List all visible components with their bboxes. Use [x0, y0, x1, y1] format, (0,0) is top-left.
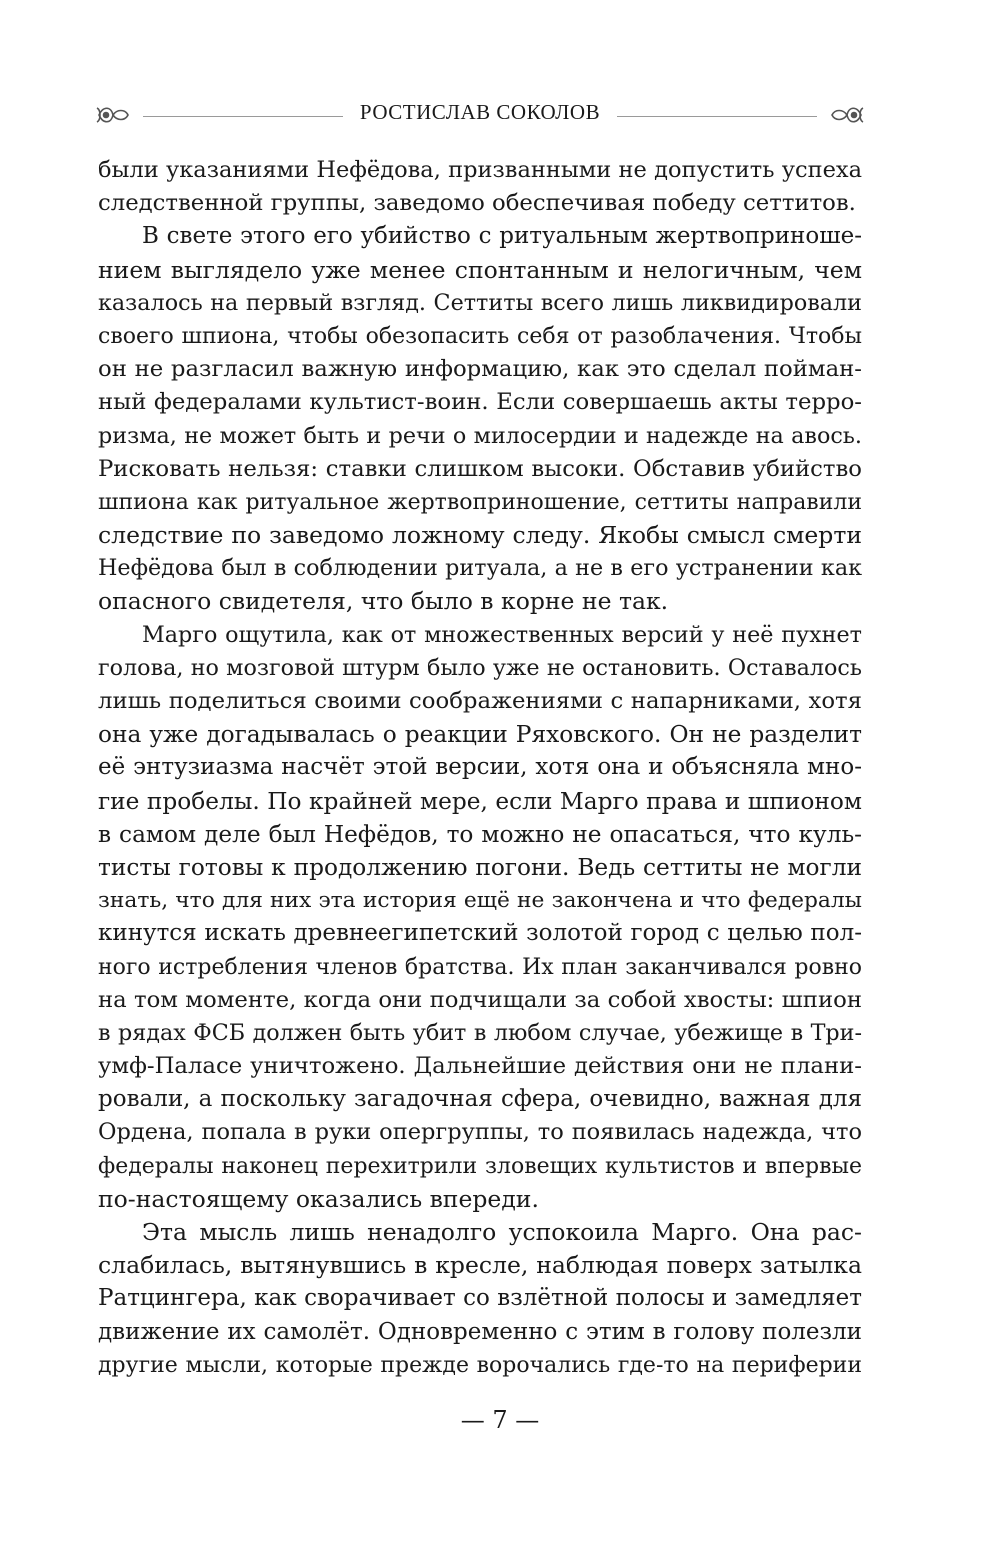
- header-rule-right: [617, 116, 817, 117]
- text-line: следственной группы, заведомо обеспечивая победу сеттитов.: [98, 190, 856, 217]
- page-number: — 7 —: [460, 1406, 540, 1434]
- text-line: были указаниями Нефёдова, призванными не допустить успеха: [98, 157, 862, 183]
- body-text: [98, 154, 862, 1382]
- text-line: следствие по заведомо ложному следу. Якобы смысл смерти: [98, 521, 862, 550]
- text-line: своего шпиона, чтобы обезопасить себя от разоблачения. Чтобы: [98, 323, 862, 349]
- text-line: Ордена, попала в руки опергруппы, то появилась надежда, что: [98, 1119, 862, 1146]
- book-author-title: РОСТИСЛАВ СОКОЛОВ: [359, 100, 601, 124]
- text-line: ризма, не может быть и речи о милосердии и надежде на авось.: [98, 422, 862, 449]
- text-line: Ратцингера, как сворачивает со взлётной полосы и замедляет: [98, 1285, 862, 1312]
- text-line: движение их самолёт. Одновременно с этим в голову полезли: [98, 1318, 862, 1345]
- text-line: слабилась, вытянувшись в кресле, наблюдая поверх затылка: [98, 1251, 862, 1280]
- text-line: на том моменте, когда они подчищали за собой хвосты: шпион: [98, 986, 862, 1013]
- text-line: знать, что для них эта история ещё не закончена и что федералы: [98, 888, 862, 914]
- text-line: ного истребления членов братства. Их план заканчивался ровно: [98, 954, 862, 980]
- text-line: казалось на первый взгляд. Сеттиты всего лишь ликвидировали: [98, 289, 862, 316]
- text-line: опасного свидетеля, что было в корне не так.: [98, 587, 669, 616]
- text-line: нием выглядело уже менее спонтанным и нелогичным, чем: [98, 255, 862, 284]
- text-line: В свете этого его убийство с ритуальным жертвоприноше-: [142, 223, 862, 250]
- text-line: умф-Паласе уничтожено. Дальнейшие действия они не плани-: [98, 1053, 862, 1080]
- text-line: гие пробелы. По крайней мере, если Марго права и шпионом: [98, 787, 862, 815]
- running-header: [95, 96, 865, 136]
- text-line: тисты готовы к продолжению погони. Ведь сеттиты не могли: [98, 853, 862, 881]
- text-line: в рядах ФСБ должен быть убит в любом случае, убежище в Три-: [98, 1019, 862, 1046]
- text-line: её энтузиазма насчёт этой версии, хотя она и объясняла мно-: [98, 754, 862, 781]
- text-line: в самом деле был Нефёдов, то можно не опасаться, что куль-: [98, 820, 862, 848]
- text-line: голова, но мозговой штурм было уже не остановить. Оставалось: [98, 654, 862, 681]
- text-line: федералы наконец перехитрили зловещих культистов и впервые: [98, 1153, 862, 1179]
- text-line: шпиона как ритуальное жертвоприношение, сеттиты направили: [98, 489, 862, 515]
- text-line: ровали, а поскольку загадочная сфера, очевидно, важная для: [98, 1086, 862, 1113]
- text-line: он не разгласил важную информацию, как это сделал пойман-: [98, 356, 862, 383]
- text-line: она уже догадывалась о реакции Ряховского. Он не разделит: [98, 721, 862, 749]
- fleuron-right-icon: [829, 100, 865, 130]
- text-line: лишь поделиться своими соображениями с напарниками, хотя: [98, 688, 862, 714]
- text-line: Рисковать нельзя: ставки слишком высоки. Обставив убийство: [98, 455, 862, 482]
- text-line: кинутся искать древнеегипетский золотой город с целью пол-: [98, 920, 862, 947]
- text-line: ный федералами культист-воин. Если совершаешь акты терро-: [98, 389, 862, 416]
- text-line: Эта мысль лишь ненадолго успокоила Марго. Она рас-: [142, 1218, 862, 1246]
- text-line: другие мысли, которые прежде ворочались где-то на периферии: [98, 1352, 862, 1378]
- text-line: Нефёдова был в соблюдении ритуала, а не в его устранении как: [98, 555, 862, 582]
- text-line: Марго ощутила, как от множественных версий у неё пухнет: [142, 621, 862, 648]
- text-line: по-настоящему оказались впереди.: [98, 1184, 539, 1213]
